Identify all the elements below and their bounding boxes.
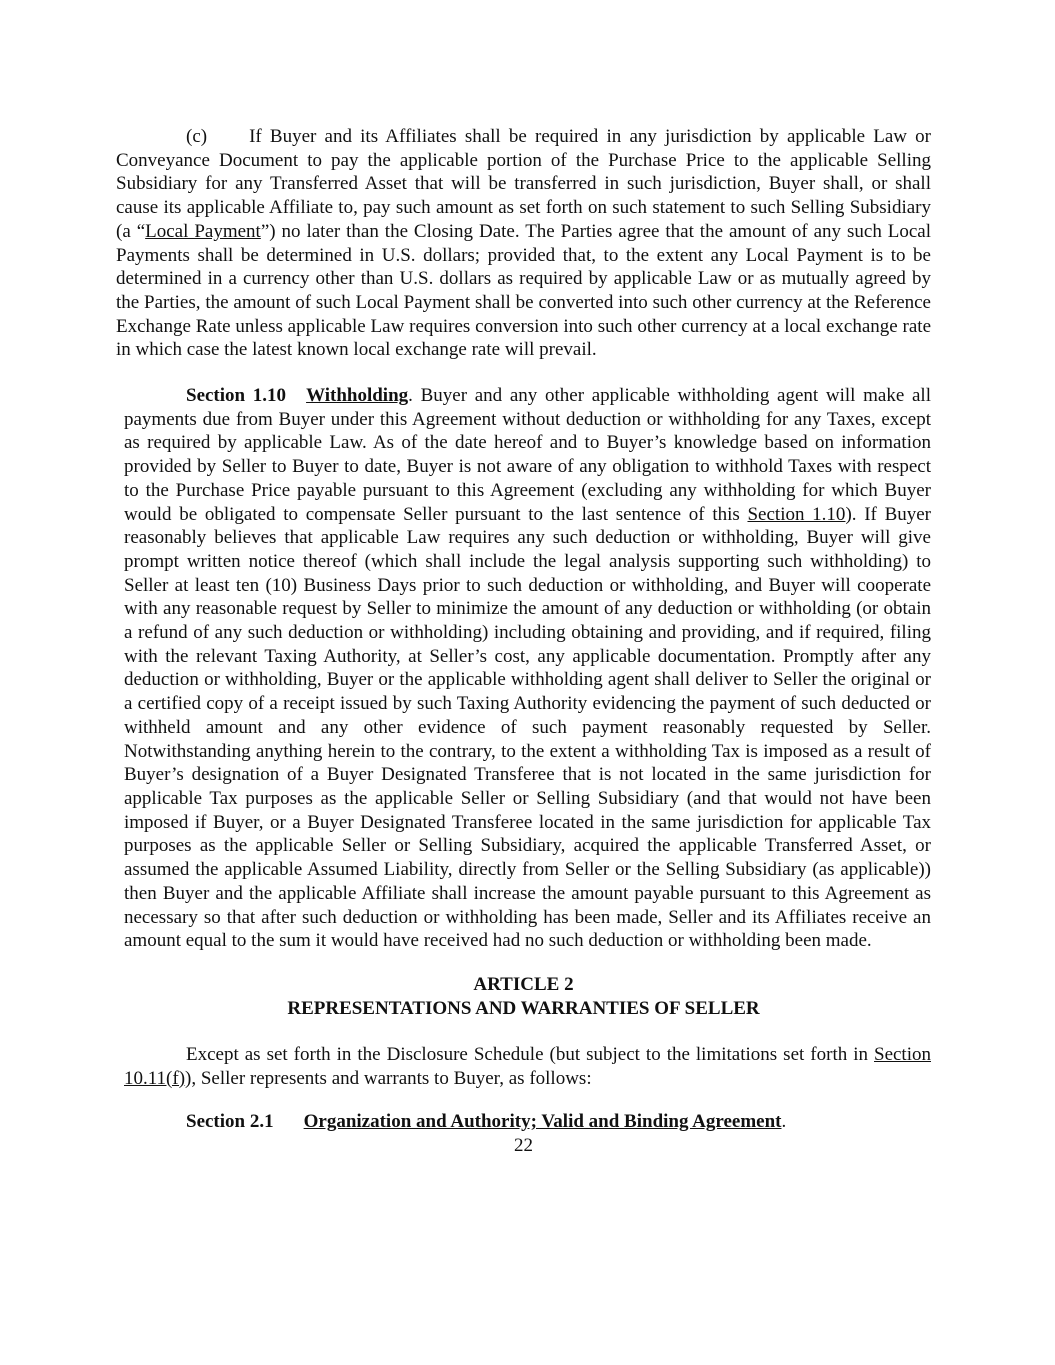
paragraph-c-text-2: ”) no later than the Closing Date. The Parties agree that the amount of any such Local Payments shall be determined in U.S. dollars; provided that, to the extent any Local Payment is to be determined in a currency other than U.S. dollars as required by applicable Law or as mutually agreed by the Parties, the amount of such Local Payment shall be converted into such other currency at the Reference Exchange Rate unless applicable Law requires conversion into such other currency at a local exchange rate in which case the latest known local exchange rate will prevail. xyxy=(116,220,932,361)
section-1-10-number: Section 1.10 xyxy=(186,385,287,407)
article-2-heading xyxy=(116,973,931,1021)
paragraph-c xyxy=(116,125,931,362)
section-1-10-reference: Section 1.10 xyxy=(747,503,846,525)
page-number: 22 xyxy=(514,1135,533,1157)
section-1-10-paragraph xyxy=(116,384,931,953)
document-page xyxy=(116,125,931,1157)
section-2-1-heading-line xyxy=(116,1110,931,1134)
section-2-1-trailing: . xyxy=(781,1111,787,1133)
paragraph-c-label: (c) xyxy=(186,126,208,147)
paragraph-c-text-1: If Buyer and its Affiliates shall be required in any jurisdiction by applicable Law or Conveyance Document to pay the applicable portion of the Purchase Price to the applicable Selling Subsidiary for any Transferred Asset that will be transferred in such jurisdiction, Buyer shall, or shall cause its applicable Affiliate to, pay such amount as set forth on such statement to such Selling Subsidiary (a “ xyxy=(116,126,931,242)
except-text-1: Except as set forth in the Disclosure Schedule (but subject to the limitations set forth in xyxy=(186,1043,874,1065)
except-text-2: ), Seller represents and warrants to Buyer, as follows: xyxy=(185,1067,592,1089)
section-1-10-text-1: . Buyer and any other applicable withholding agent will make all payments due from Buyer under this Agreement without deduction or withholding for any Taxes, except as required by applicable Law. As of the date hereof and to Buyer’s knowledge based on information provided by Seller to Buyer to date, Buyer is not aware of any obligation to withhold Taxes with respect to the Purchase Price payable pursuant to this Agreement (excluding any withholding for which Buyer would be obligated to compensate Seller pursuant to the last sentence of this xyxy=(124,385,931,525)
section-2-1-heading: Organization and Authority; Valid and Binding Agreement xyxy=(303,1111,782,1133)
article-2-title: REPRESENTATIONS AND WARRANTIES OF SELLER xyxy=(287,997,760,1019)
section-2-1-number: Section 2.1 xyxy=(186,1111,274,1133)
section-10-11-f-reference: Section 10.11(f) xyxy=(124,1043,931,1089)
local-payment-term: Local Payment xyxy=(145,220,261,242)
section-1-10-text-2: ). If Buyer reasonably believes that applicable Law requires any such deduction or withholding, Buyer will give prompt written notice thereof (which shall include the legal analysis supporting such withholding) to Seller at least ten (10) Business Days prior to such deduction or withholding, and Buyer will cooperate with any reasonable request by Seller to minimize the amount of any deduction or withholding (or obtain a refund of any such deduction or withholding) including obtaining and providing, and if required, filing with the relevant Taxing Authority, at Seller’s cost, any applicable documentation. Promptly after any deduction or withholding, Buyer or the applicable withholding agent shall deliver to Seller the original or a certified copy of a receipt issued by such Taxing Authority evidencing the payment of such deducted or withheld amount and any other evidence of such payment reasonably requested by Seller. Notwithstanding anything herein to the contrary, to the extent a withholding Tax is imposed as a result of Buyer’s designation of a Buyer Designated Transferee that is not located in the same jurisdiction for applicable Tax purposes as the applicable Seller or Selling Subsidiary (and that would not have been imposed if Buyer, or a Buyer Designated Transferee located in the same jurisdiction for applicable Tax purposes as the applicable Seller or Selling Subsidiary, acquired the applicable Transferred Asset, or assumed the applicable Assumed Liability, directly from Seller or the Selling Subsidiary (as applicable)) then Buyer and the applicable Affiliate shall increase the amount payable pursuant to this Agreement as necessary so that after such deduction or withholding has been made, Seller and its Affiliates receive an amount equal to the sum it would have received had no such deduction or withholding been made. xyxy=(124,503,931,952)
article-2-number: ARTICLE 2 xyxy=(473,973,574,995)
except-paragraph xyxy=(116,1043,931,1090)
section-1-10-heading: Withholding xyxy=(306,385,409,407)
